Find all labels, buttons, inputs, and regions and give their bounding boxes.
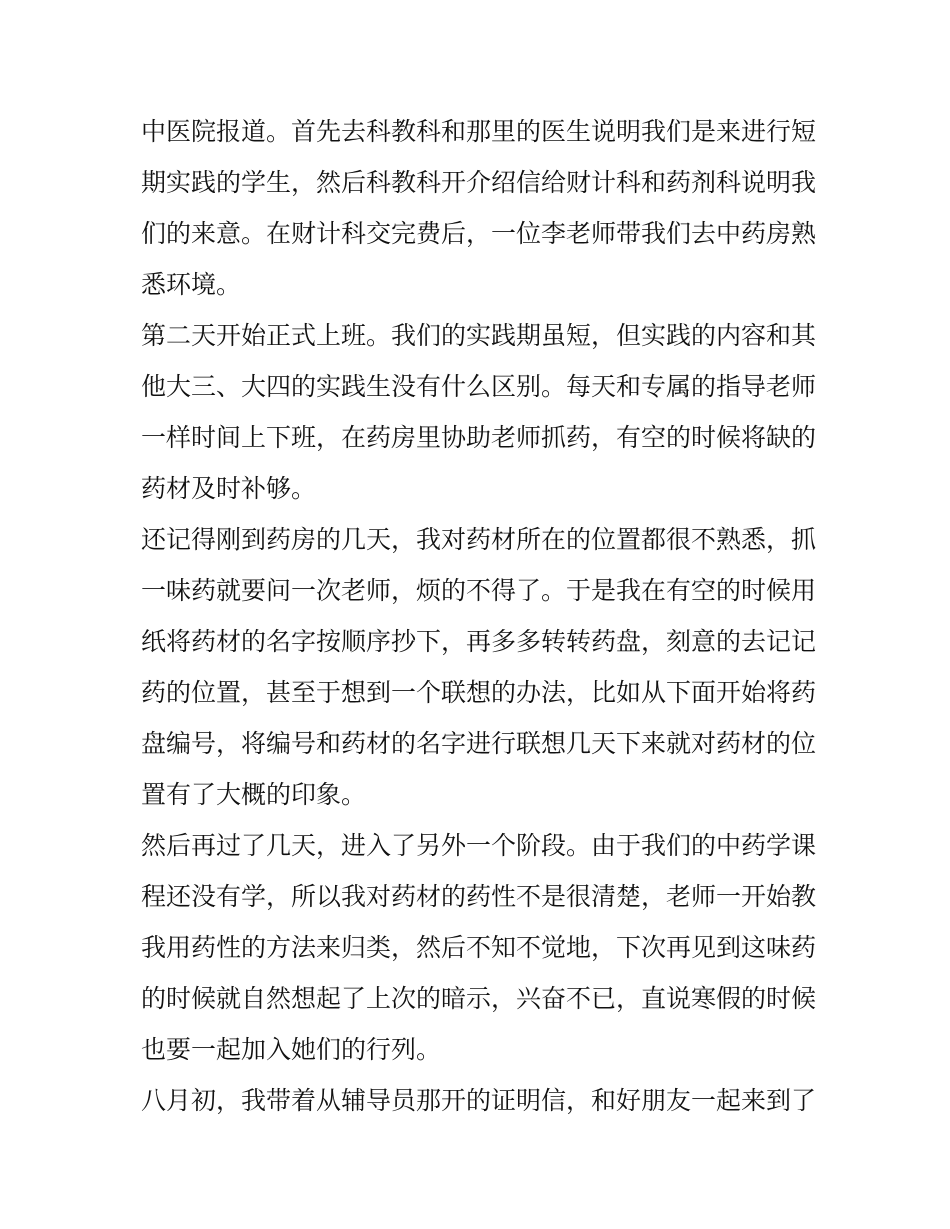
paragraph-1	[141, 106, 821, 310]
paragraph-2	[141, 310, 821, 514]
text-line: 也要一起加入她们的行列。	[141, 1035, 442, 1064]
paragraph-3	[141, 514, 821, 820]
text-line: 药的位置，甚至于想到一个联想的办法，比如从下面开始将药	[141, 678, 817, 707]
text-line: 们的来意。在财计科交完费后，一位李老师带我们去中药房熟	[141, 219, 817, 248]
text-line: 纸将药材的名字按顺序抄下，再多多转转药盘，刻意的去记记	[141, 627, 817, 656]
text-line: 然后再过了几天，进入了另外一个阶段。由于我们的中药学课	[141, 831, 817, 860]
text-line: 中医院报道。首先去科教科和那里的医生说明我们是来进行短	[141, 117, 817, 146]
document-body	[141, 106, 821, 1126]
text-line: 悉环境。	[141, 270, 242, 299]
text-line: 期实践的学生，然后科教科开介绍信给财计科和药剂科说明我	[141, 168, 817, 197]
text-line: 我用药性的方法来归类，然后不知不觉地，下次再见到这味药	[141, 933, 817, 962]
text-line: 一味药就要问一次老师，烦的不得了。于是我在有空的时候用	[141, 576, 817, 605]
text-line: 第二天开始正式上班。我们的实践期虽短，但实践的内容和其	[141, 321, 817, 350]
text-line: 他大三、大四的实践生没有什么区别。每天和专属的指导老师	[141, 372, 817, 401]
text-line: 程还没有学，所以我对药材的药性不是很清楚，老师一开始教	[141, 882, 817, 911]
text-line: 盘编号，将编号和药材的名字进行联想几天下来就对药材的位	[141, 729, 817, 758]
text-line: 置有了大概的印象。	[141, 780, 367, 809]
text-line: 的时候就自然想起了上次的暗示，兴奋不已，直说寒假的时候	[141, 984, 817, 1013]
paragraph-4	[141, 820, 821, 1075]
paragraph-5	[141, 1075, 821, 1126]
text-line: 一样时间上下班，在药房里协助老师抓药，有空的时候将缺的	[141, 423, 817, 452]
text-line: 药材及时补够。	[141, 474, 317, 503]
text-line: 八月初，我带着从辅导员那开的证明信，和好朋友一起来到了	[141, 1086, 817, 1115]
text-line: 还记得刚到药房的几天，我对药材所在的位置都很不熟悉，抓	[141, 525, 817, 554]
